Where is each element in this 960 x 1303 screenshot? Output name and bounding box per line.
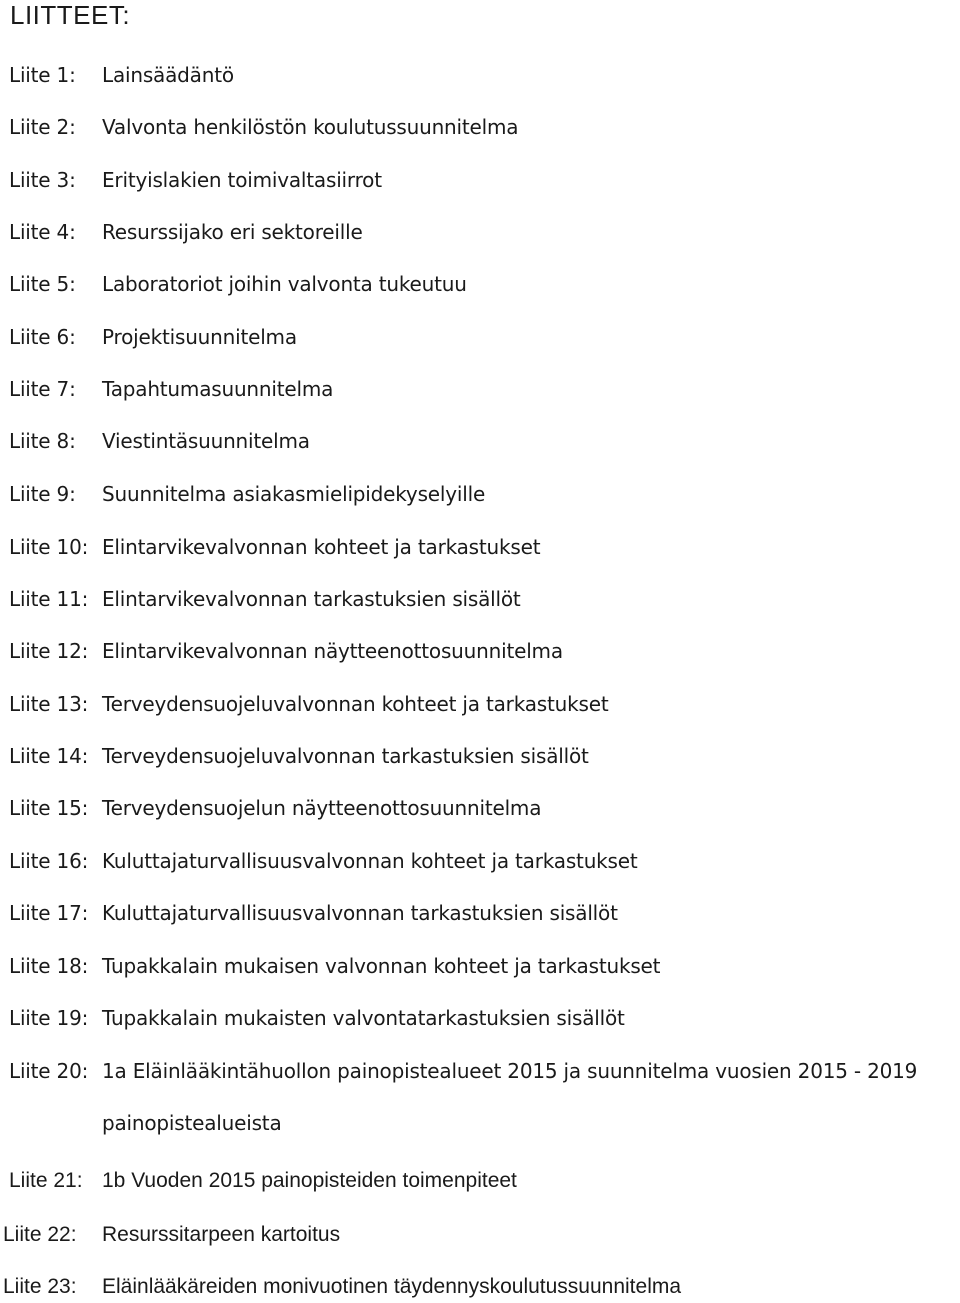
appendix-title: Laboratoriot joihin valvonta tukeutuu [102, 272, 467, 296]
appendix-title: Resurssijako eri sektoreille [102, 220, 363, 244]
appendix-number: Liite 4: [9, 220, 76, 244]
appendix-number: Liite 10: [9, 535, 89, 559]
appendix-title: Elintarvikevalvonnan kohteet ja tarkastukset [102, 535, 541, 559]
appendix-title: Projektisuunnitelma [102, 325, 297, 349]
appendix-number: Liite 9: [9, 482, 76, 506]
appendix-number: Liite 22: [3, 1223, 77, 1246]
appendix-number: Liite 11: [9, 587, 89, 611]
appendix-number: Liite 23: [3, 1275, 77, 1298]
appendix-title: Elintarvikevalvonnan näytteenottosuunnitelma [102, 639, 563, 663]
appendix-number: Liite 18: [9, 954, 89, 978]
appendix-number: Liite 3: [9, 168, 76, 192]
appendix-title: Viestintäsuunnitelma [102, 429, 310, 453]
appendix-title: Terveydensuojelun näytteenottosuunnitelma [102, 796, 542, 820]
appendix-title: Kuluttajaturvallisuusvalvonnan tarkastuksien sisällöt [102, 901, 618, 925]
appendix-number: Liite 1: [9, 63, 76, 87]
appendix-title: Tapahtumasuunnitelma [102, 377, 334, 401]
appendix-number: Liite 7: [9, 377, 76, 401]
page-title: LIITTEET: [10, 0, 131, 30]
appendix-number: Liite 8: [9, 429, 76, 453]
appendix-number: Liite 13: [9, 692, 89, 716]
appendix-number: Liite 12: [9, 639, 89, 663]
appendix-title-continuation: painopistealueista [102, 1111, 282, 1135]
appendix-title: Lainsäädäntö [102, 63, 234, 87]
appendix-title: Valvonta henkilöstön koulutussuunnitelma [102, 115, 519, 139]
appendix-number: Liite 2: [9, 115, 76, 139]
appendix-title: Tupakkalain mukaisen valvonnan kohteet ja tarkastukset [102, 954, 661, 978]
appendix-number: Liite 17: [9, 901, 89, 925]
appendix-title: Eläinlääkäreiden monivuotinen täydennyskoulutussuunnitelma [102, 1275, 682, 1298]
appendix-title: Elintarvikevalvonnan tarkastuksien sisällöt [102, 587, 521, 611]
appendix-number: Liite 19: [9, 1006, 89, 1030]
appendix-title: Terveydensuojeluvalvonnan kohteet ja tarkastukset [102, 692, 609, 716]
appendix-number: Liite 14: [9, 744, 89, 768]
appendix-title: Tupakkalain mukaisten valvontatarkastuksien sisällöt [102, 1006, 625, 1030]
appendix-number: Liite 6: [9, 325, 76, 349]
appendix-title: Resurssitarpeen kartoitus [102, 1223, 341, 1246]
appendix-number: Liite 5: [9, 272, 76, 296]
appendix-number: Liite 21: [9, 1169, 83, 1192]
appendix-title: Erityislakien toimivaltasiirrot [102, 168, 382, 192]
appendix-title: Kuluttajaturvallisuusvalvonnan kohteet ja tarkastukset [102, 849, 638, 873]
appendix-number: Liite 16: [9, 849, 89, 873]
appendix-number: Liite 20: [9, 1059, 89, 1083]
appendix-title: Terveydensuojeluvalvonnan tarkastuksien sisällöt [102, 744, 589, 768]
appendix-title: 1a Eläinlääkintähuollon painopistealueet 2015 ja suunnitelma vuosien 2015 - 2019 [102, 1059, 918, 1083]
appendix-number: Liite 15: [9, 796, 89, 820]
appendix-title: Suunnitelma asiakasmielipidekyselyille [102, 482, 486, 506]
appendix-title: 1b Vuoden 2015 painopisteiden toimenpiteet [102, 1169, 517, 1192]
